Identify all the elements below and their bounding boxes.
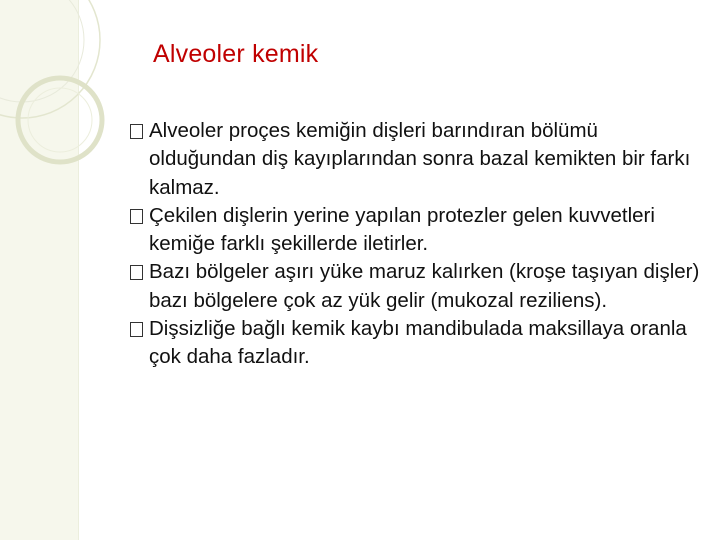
square-bullet-icon bbox=[130, 322, 143, 337]
bullet-item bbox=[130, 117, 710, 202]
bullet-text: Çekilen dişlerin yerine yapılan protezler gelen kuvvetleri kemiğe farklı şekillerde iletirler. bbox=[149, 203, 655, 256]
bullet-item bbox=[130, 258, 710, 315]
slide-title: Alveoler kemik bbox=[153, 40, 319, 68]
bullet-text: Dişsizliğe bağlı kemik kaybı mandibulada maksillaya oranla çok daha fazladır. bbox=[149, 317, 687, 369]
left-decorative-band bbox=[0, 0, 79, 540]
square-bullet-icon bbox=[130, 124, 143, 139]
bullet-list bbox=[130, 117, 710, 372]
square-bullet-icon bbox=[130, 265, 143, 280]
bullet-item bbox=[130, 315, 710, 372]
bullet-text: Alveoler proçes kemiğin dişleri barındıran bölümü olduğundan diş kayıplarından sonra bazal kemikten bir farkı kalmaz. bbox=[149, 119, 691, 199]
square-bullet-icon bbox=[130, 209, 143, 224]
bullet-text: Bazı bölgeler aşırı yüke maruz kalırken (kroşe taşıyan dişler) bazı bölgelere çok az yük gelir (mukozal reziliens). bbox=[149, 260, 700, 312]
bullet-item bbox=[130, 202, 710, 259]
